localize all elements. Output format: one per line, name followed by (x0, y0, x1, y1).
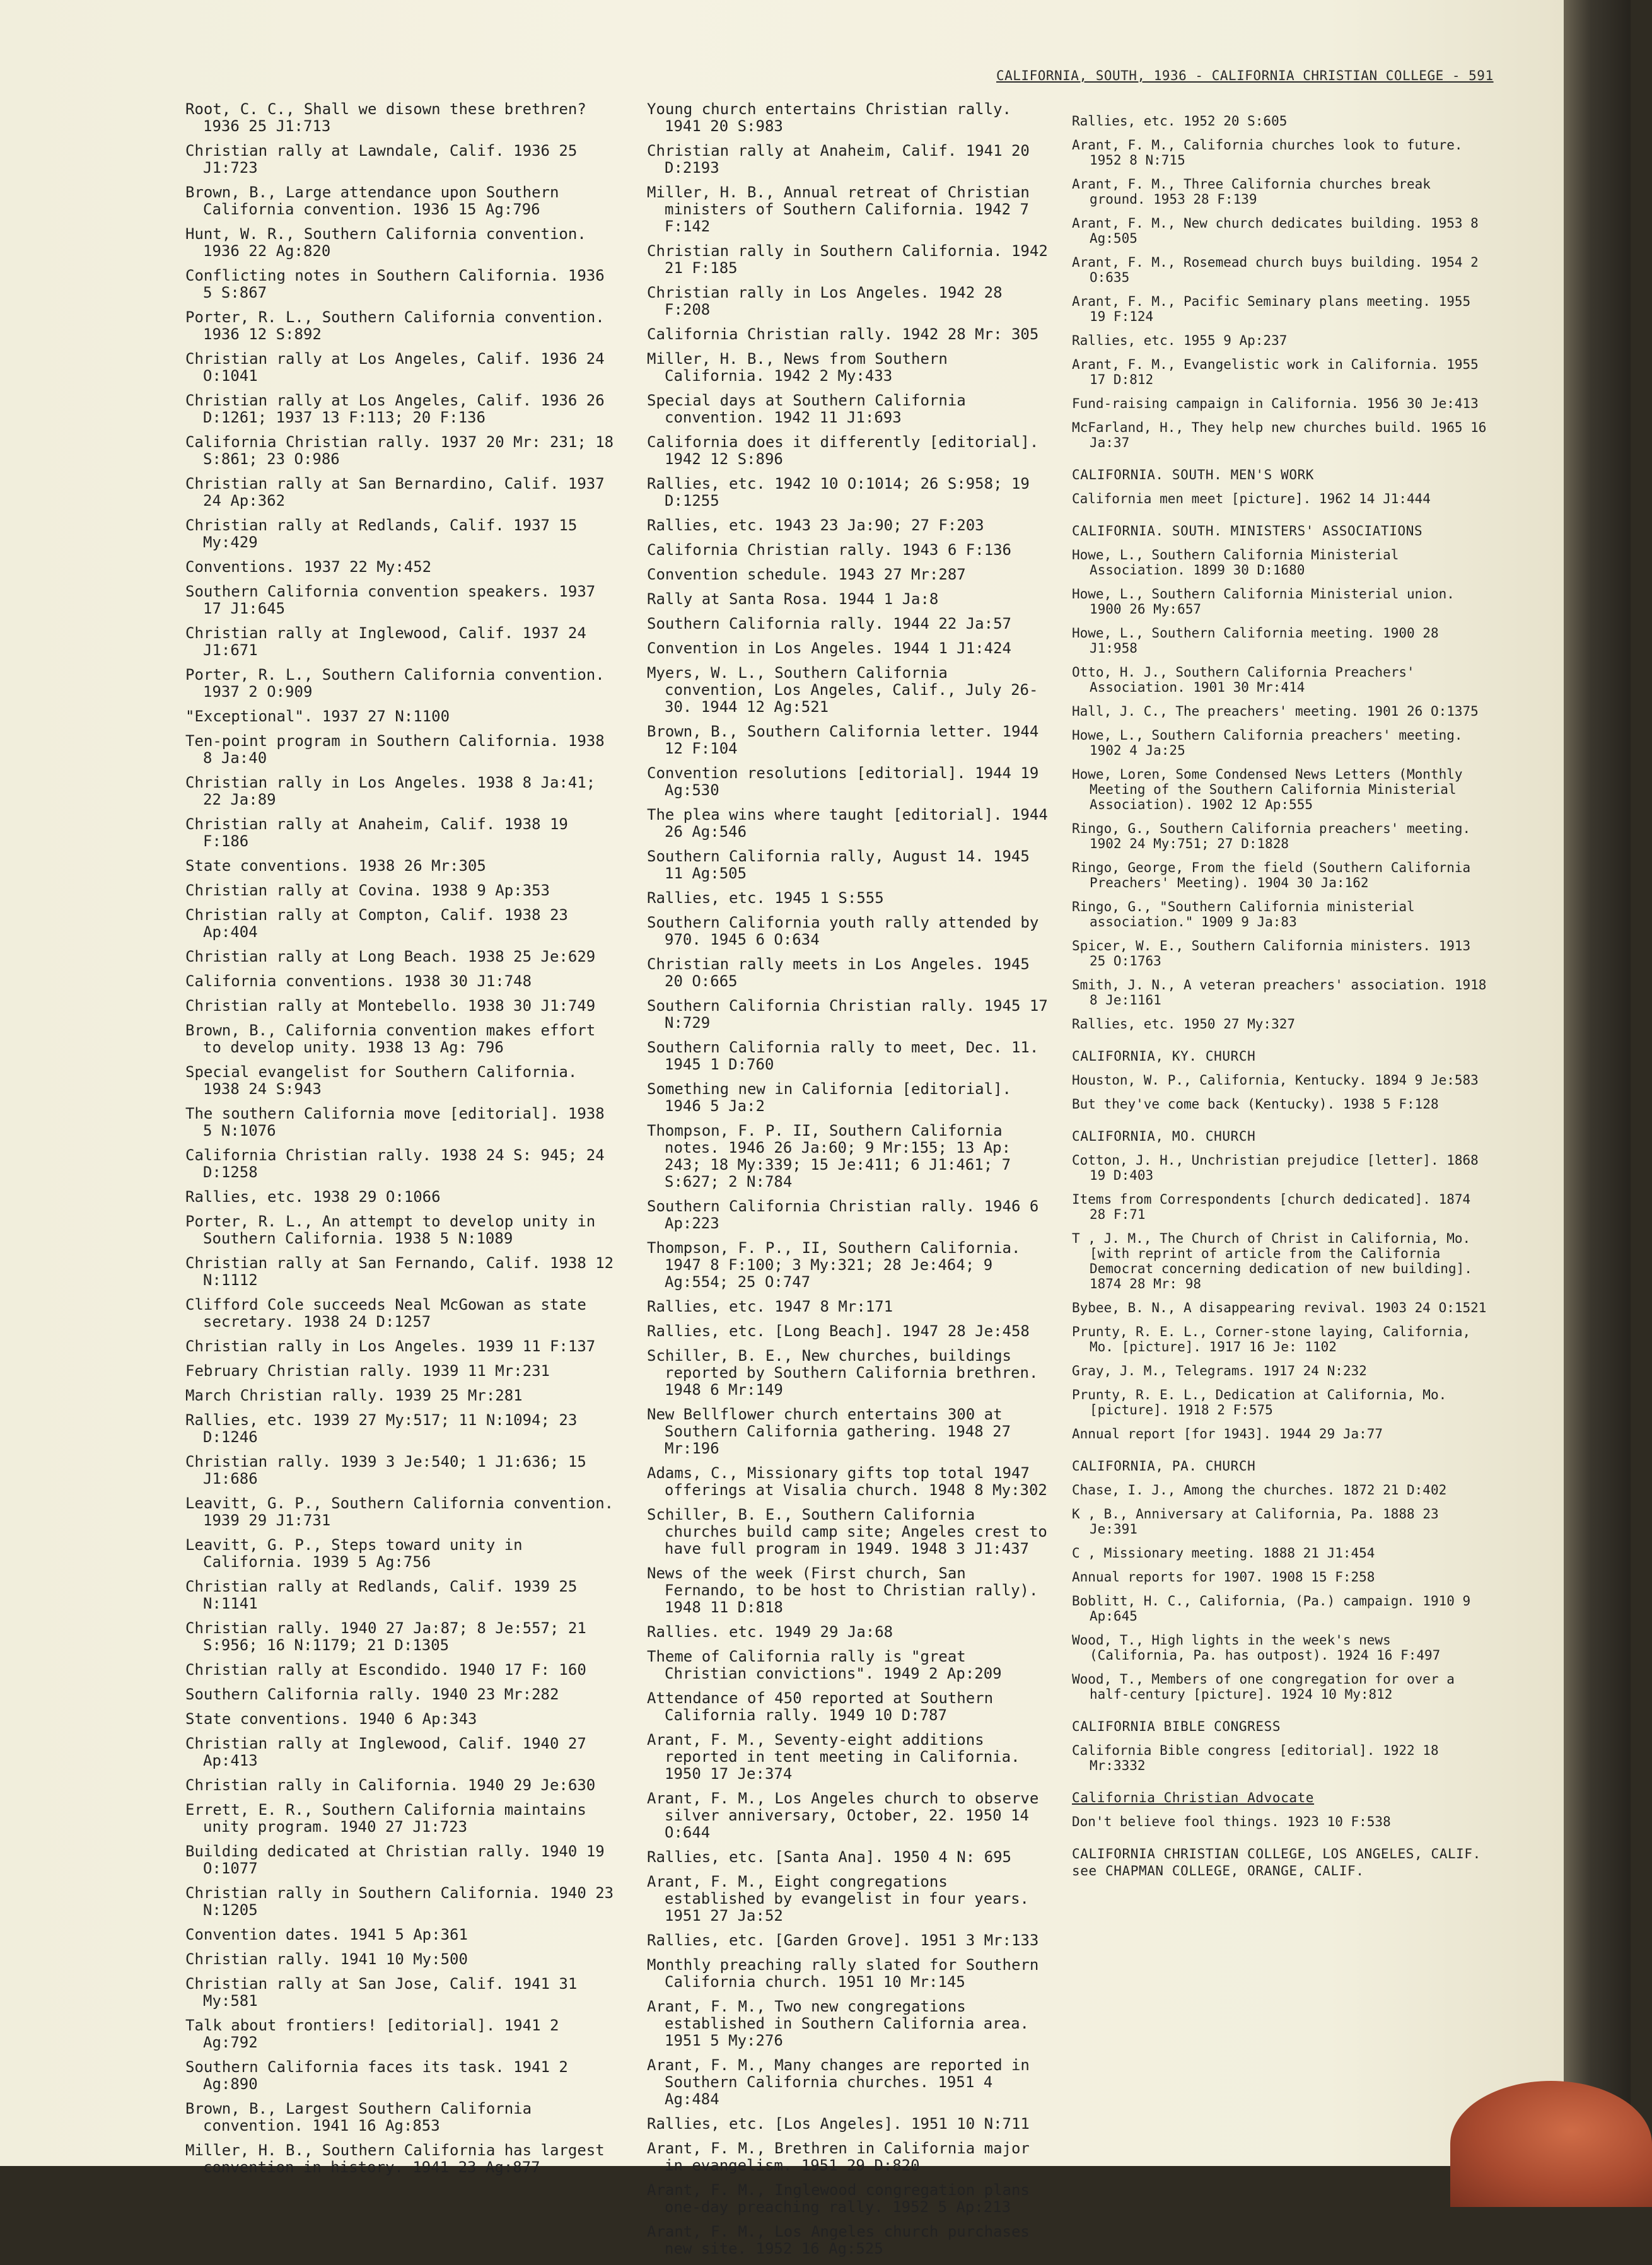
index-entry: Southern California youth rally attended by 970. 1945 6 O:634 (647, 914, 1039, 948)
index-entry: Rallies, etc. [Long Beach]. 1947 28 Je:458 (647, 1322, 1030, 1340)
index-entry: California does it differently [editorial]. 1942 12 S:896 (647, 433, 1039, 468)
index-entry: March Christian rally. 1939 25 Mr:281 (185, 1387, 523, 1404)
index-entry: Rallies, etc. 1943 23 Ja:90; 27 F:203 (647, 516, 984, 534)
index-entry: Convention in Los Angeles. 1944 1 J1:424 (647, 639, 1011, 657)
index-entry: Ringo, G., Southern California preachers' meeting. 1902 24 My:751; 27 D:1828 (1072, 821, 1471, 851)
index-entry: Christian rally at Redlands, Calif. 1939 25 N:1141 (185, 1578, 578, 1612)
index-entry: Leavitt, G. P., Steps toward unity in California. 1939 5 Ag:756 (185, 1536, 523, 1571)
index-entry: Southern California rally. 1940 23 Mr:282 (185, 1686, 559, 1703)
index-entry: Christian rally at Inglewood, Calif. 1940 27 Ap:413 (185, 1735, 586, 1769)
index-entry: Howe, L., Southern California preachers' meeting. 1902 4 Ja:25 (1072, 728, 1463, 758)
index-entry: Hunt, W. R., Southern California convention. 1936 22 Ag:820 (185, 225, 586, 260)
index-entry: Building dedicated at Christian rally. 1940 19 O:1077 (185, 1843, 605, 1877)
index-entry: Christian rally. 1940 27 Ja:87; 8 Je:557; 21 S:956; 16 N:1179; 21 D:1305 (185, 1619, 586, 1654)
index-entry: Brown, B., Largest Southern California convention. 1941 16 Ag:853 (185, 2100, 532, 2134)
index-entry: Clifford Cole succeeds Neal McGowan as state secretary. 1938 24 D:1257 (185, 1296, 586, 1330)
index-entry: Ten-point program in Southern California. 1938 8 Ja:40 (185, 732, 605, 767)
index-entry: Howe, Loren, Some Condensed News Letters (Monthly Meeting of the Southern California Ministerial Association). 1902 12 Ap:555 (1072, 767, 1463, 812)
index-entry: Hall, J. C., The preachers' meeting. 1901 26 O:1375 (1072, 704, 1479, 719)
index-entry: Convention schedule. 1943 27 Mr:287 (647, 566, 966, 583)
index-entry: Otto, H. J., Southern California Preachers' Association. 1901 30 Mr:414 (1072, 665, 1415, 695)
index-entry: Arant, F. M., Many changes are reported in Southern California churches. 1951 4 Ag:484 (647, 2056, 1030, 2108)
index-entry: K , B., Anniversary at California, Pa. 1888 23 Je:391 (1072, 1506, 1439, 1537)
index-entry: Rallies, etc. 1952 20 S:605 (1072, 114, 1288, 129)
index-entry: Wood, T., Members of one congregation for over a half-century [picture]. 1924 10 My:812 (1072, 1672, 1455, 1702)
index-entry: Christian rally in Southern California. 1942 21 F:185 (647, 242, 1048, 277)
section-heading: CALIFORNIA. SOUTH. MEN'S WORK (1072, 467, 1315, 482)
index-entry: Southern California convention speakers. 1937 17 J1:645 (185, 583, 596, 617)
index-entry: Christian rally at Los Angeles, Calif. 1936 24 O:1041 (185, 350, 605, 385)
index-entry: Conflicting notes in Southern California. 1936 5 S:867 (185, 267, 605, 301)
index-entry: Southern California Christian rally. 1945 17 N:729 (647, 997, 1048, 1032)
thumb (1450, 2081, 1652, 2207)
index-entry: Christian rally at San Jose, Calif. 1941 31 My:581 (185, 1975, 578, 2010)
index-entry: T , J. M., The Church of Christ in California, Mo. [with reprint of article from the California Democrat concerning dedication of new building]. 1874 28 Mr: 98 (1072, 1231, 1472, 1291)
index-entry: Myers, W. L., Southern California convention, Los Angeles, Calif., July 26-30. 1944 12 Ag:521 (647, 664, 1038, 716)
index-entry: Southern California rally, August 14. 1945 11 Ag:505 (647, 847, 1030, 882)
index-entry: Cotton, J. H., Unchristian prejudice [letter]. 1868 19 D:403 (1072, 1153, 1479, 1183)
index-entry: Brown, B., Southern California letter. 1944 12 F:104 (647, 723, 1039, 757)
index-entry: Rallies, etc. 1955 9 Ap:237 (1072, 333, 1288, 348)
running-header: CALIFORNIA, SOUTH, 1936 - CALIFORNIA CHRISTIAN COLLEGE - 591 (996, 68, 1494, 83)
index-entry: Porter, R. L., Southern California convention. 1936 12 S:892 (185, 308, 605, 343)
index-entry: Wood, T., High lights in the week's news (California, Pa. has outpost). 1924 16 F:497 (1072, 1633, 1441, 1663)
index-entry: Porter, R. L., Southern California convention. 1937 2 O:909 (185, 666, 605, 701)
index-entry: California Christian rally. 1937 20 Mr: 231; 18 S:861; 23 O:986 (185, 433, 614, 468)
index-entry: Arant, F. M., California churches look to future. 1952 8 N:715 (1072, 137, 1463, 168)
index-entry: Fund-raising campaign in California. 1956 30 Je:413 (1072, 396, 1479, 411)
index-entry: Special days at Southern California convention. 1942 11 J1:693 (647, 392, 966, 426)
index-entry: Christian rally meets in Los Angeles. 1945 20 O:665 (647, 955, 1030, 990)
index-entry: California Christian rally. 1943 6 F:136 (647, 541, 1011, 559)
index-entry: Rallies, etc. [Garden Grove]. 1951 3 Mr:133 (647, 1931, 1039, 1949)
section-heading: CALIFORNIA, KY. CHURCH (1072, 1049, 1256, 1064)
index-entry: California Christian rally. 1938 24 S: 945; 24 D:1258 (185, 1146, 605, 1181)
index-entry: Prunty, R. E. L., Corner-stone laying, California, Mo. [picture]. 1917 16 Je: 1102 (1072, 1324, 1471, 1354)
column-right (1072, 114, 1488, 1887)
index-entry: Arant, F. M., Los Angeles church to observe silver anniversary, October, 22. 1950 14 O:644 (647, 1790, 1039, 1841)
index-entry: But they've come back (Kentucky). 1938 5 F:128 (1072, 1097, 1439, 1112)
index-entry: Porter, R. L., An attempt to develop unity in Southern California. 1938 5 N:1089 (185, 1213, 596, 1247)
index-entry: Special evangelist for Southern California. 1938 24 S:943 (185, 1063, 578, 1098)
index-entry: New Bellflower church entertains 300 at Southern California gathering. 1948 27 Mr:196 (647, 1406, 1011, 1457)
index-entry: Rallies, etc. 1947 8 Mr:171 (647, 1298, 893, 1315)
index-entry: Convention resolutions [editorial]. 1944 19 Ag:530 (647, 764, 1039, 799)
index-entry: California conventions. 1938 30 J1:748 (185, 972, 532, 990)
index-entry: Ringo, George, From the field (Southern California Preachers' Meeting). 1904 30 Ja:162 (1072, 860, 1471, 890)
index-entry: News of the week (First church, San Fernando, to be host to Christian rally). 1948 11 D:818 (647, 1564, 1038, 1616)
index-entry: Smith, J. N., A veteran preachers' association. 1918 8 Je:1161 (1072, 977, 1487, 1008)
index-entry: Arant, F. M., Two new congregations established in Southern California area. 1951 5 My:276 (647, 1998, 1029, 2049)
index-entry: Schiller, B. E., New churches, buildings reported by Southern California brethren. 1948 6 Mr:149 (647, 1347, 1038, 1399)
index-entry: Miller, H. B., Southern California has largest convention in history. 1941 23 Ag:877 (185, 2141, 605, 2176)
index-entry: Christian rally at San Bernardino, Calif. 1937 24 Ap:362 (185, 475, 605, 509)
index-entry: February Christian rally. 1939 11 Mr:231 (185, 1362, 550, 1380)
index-entry: Christian rally at Montebello. 1938 30 J1:749 (185, 997, 596, 1015)
index-entry: California Christian rally. 1942 28 Mr: 305 (647, 325, 1039, 343)
index-entry: Thompson, F. P. II, Southern California notes. 1946 26 Ja:60; 9 Mr:155; 13 Ap: 243; 18 My:339; 15 Je:411; 6 J1:461; 7 S:627; 2 N:784 (647, 1122, 1011, 1191)
index-entry: California men meet [picture]. 1962 14 J1:444 (1072, 491, 1431, 506)
index-entry: Don't believe fool things. 1923 10 F:538 (1072, 1814, 1391, 1829)
index-entry: Annual reports for 1907. 1908 15 F:258 (1072, 1569, 1375, 1585)
index-entry: Miller, H. B., Annual retreat of Christian ministers of Southern California. 1942 7 F:142 (647, 183, 1030, 235)
index-entry: Arant, F. M., Evangelistic work in California. 1955 17 D:812 (1072, 357, 1479, 387)
index-entry: Christian rally. 1941 10 My:500 (185, 1950, 468, 1968)
index-entry: Rallies, etc. 1938 29 O:1066 (185, 1188, 441, 1206)
index-entry: Christian rally in Los Angeles. 1939 11 F:137 (185, 1337, 596, 1355)
index-entry: California Bible congress [editorial]. 1922 18 Mr:3332 (1072, 1743, 1439, 1773)
index-entry: Rallies, etc. 1945 1 S:555 (647, 889, 884, 907)
index-entry: Rally at Santa Rosa. 1944 1 Ja:8 (647, 590, 939, 608)
index-entry: Howe, L., Southern California meeting. 1900 28 J1:958 (1072, 626, 1439, 656)
index-entry: Christian rally at Anaheim, Calif. 1938 19 F:186 (185, 815, 568, 850)
section-heading: CALIFORNIA, PA. CHURCH (1072, 1459, 1256, 1474)
index-entry: Schiller, B. E., Southern California churches build camp site; Angeles crest to have full program in 1949. 1948 3 J1:437 (647, 1506, 1047, 1558)
index-entry: Theme of California rally is "great Christian convictions". 1949 2 Ap:209 (647, 1648, 1002, 1682)
index-entry: Arant, F. M., Pacific Seminary plans meeting. 1955 19 F:124 (1072, 294, 1471, 324)
index-entry: McFarland, H., They help new churches build. 1965 16 Ja:37 (1072, 420, 1487, 450)
index-entry: Arant, F. M., Brethren in California major in evangelism. 1951 29 D:820 (647, 2140, 1030, 2174)
index-entry: Christian rally at Redlands, Calif. 1937 15 My:429 (185, 516, 578, 551)
section-heading: CALIFORNIA BIBLE CONGRESS (1072, 1719, 1281, 1734)
index-entry: Prunty, R. E. L., Dedication at California, Mo. [picture]. 1918 2 F:575 (1072, 1387, 1447, 1418)
index-entry: Arant, F. M., Eight congregations established by evangelist in four years. 1951 27 Ja:52 (647, 1873, 1029, 1924)
index-entry: Christian rally at San Fernando, Calif. 1938 12 N:1112 (185, 1254, 614, 1289)
index-entry: Arant, F. M., Inglewood congregation plans one-day preaching rally. 1952 5 Ap:213 (647, 2181, 1030, 2216)
index-entry: Rallies, etc. [Santa Ana]. 1950 4 N: 695 (647, 1848, 1011, 1866)
index-entry: Convention dates. 1941 5 Ap:361 (185, 1926, 468, 1943)
index-entry: State conventions. 1940 6 Ap:343 (185, 1710, 477, 1728)
index-entry: Conventions. 1937 22 My:452 (185, 558, 432, 576)
index-entry: Bybee, B. N., A disappearing revival. 1903 24 O:1521 (1072, 1300, 1487, 1315)
index-entry: Rallies, etc. [Los Angeles]. 1951 10 N:711 (647, 2115, 1030, 2133)
index-entry: Christian rally at Long Beach. 1938 25 Je:629 (185, 948, 596, 965)
index-entry: Christian rally in Southern California. 1940 23 N:1205 (185, 1884, 614, 1919)
index-entry: Christian rally in California. 1940 29 Je:630 (185, 1776, 596, 1794)
index-entry: Brown, B., California convention makes effort to develop unity. 1938 13 Ag: 796 (185, 1022, 596, 1056)
index-entry: Christian rally at Lawndale, Calif. 1936 25 J1:723 (185, 142, 578, 177)
index-entry: Christian rally at Los Angeles, Calif. 1936 26 D:1261; 1937 13 F:113; 20 F:136 (185, 392, 605, 426)
index-entry: Houston, W. P., California, Kentucky. 1894 9 Je:583 (1072, 1073, 1479, 1088)
index-entry: Southern California rally to meet, Dec. 11. 1945 1 D:760 (647, 1039, 1039, 1073)
index-entry: Rallies, etc. 1950 27 My:327 (1072, 1016, 1296, 1032)
index-entry: Arant, F. M., New church dedicates building. 1953 8 Ag:505 (1072, 216, 1479, 246)
index-entry: Rallies, etc. 1939 27 My:517; 11 N:1094; 23 D:1246 (185, 1411, 578, 1446)
index-entry: Christian rally. 1939 3 Je:540; 1 J1:636; 15 J1:686 (185, 1453, 586, 1488)
book-edge (1564, 0, 1631, 2166)
index-entry: Christian rally at Compton, Calif. 1938 23 Ap:404 (185, 906, 568, 941)
index-entry: Christian rally at Inglewood, Calif. 1937 24 J1:671 (185, 624, 586, 659)
index-entry: "Exceptional". 1937 27 N:1100 (185, 707, 450, 725)
index-entry: Christian rally in Los Angeles. 1942 28 F:208 (647, 284, 1003, 318)
index-entry: Arant, F. M., Los Angeles church purchases new site. 1952 16 Ag:525 (647, 2223, 1030, 2257)
index-entry: Southern California Christian rally. 1946 6 Ap:223 (647, 1197, 1039, 1232)
index-entry: Rallies, etc. 1942 10 O:1014; 26 S:958; 19 D:1255 (647, 475, 1030, 509)
section-heading: CALIFORNIA. SOUTH. MINISTERS' ASSOCIATIONS (1072, 523, 1423, 539)
index-entry: Something new in California [editorial]. 1946 5 Ja:2 (647, 1080, 1011, 1115)
index-entry: Gray, J. M., Telegrams. 1917 24 N:232 (1072, 1363, 1367, 1378)
index-entry: Christian rally at Anaheim, Calif. 1941 20 D:2193 (647, 142, 1030, 177)
index-entry: Rallies. etc. 1949 29 Ja:68 (647, 1623, 893, 1641)
index-entry: Annual report [for 1943]. 1944 29 Ja:77 (1072, 1426, 1383, 1441)
index-entry: Attendance of 450 reported at Southern California rally. 1949 10 D:787 (647, 1689, 994, 1724)
index-entry: Southern California faces its task. 1941 2 Ag:890 (185, 2058, 568, 2093)
index-entry: Arant, F. M., Rosemead church buys building. 1954 2 O:635 (1072, 255, 1479, 285)
index-entry: Adams, C., Missionary gifts top total 1947 offerings at Visalia church. 1948 8 My:302 (647, 1464, 1047, 1499)
index-entry: Chase, I. J., Among the churches. 1872 21 D:402 (1072, 1482, 1447, 1498)
index-entry: Spicer, W. E., Southern California ministers. 1913 25 O:1763 (1072, 938, 1471, 969)
column-middle (647, 101, 1050, 2265)
index-entry: Christian rally at Covina. 1938 9 Ap:353 (185, 882, 550, 899)
index-entry: Leavitt, G. P., Southern California convention. 1939 29 J1:731 (185, 1494, 614, 1529)
index-entry: Root, C. C., Shall we disown these brethren? 1936 25 J1:713 (185, 100, 586, 135)
index-entry: Ringo, G., "Southern California ministerial association." 1909 9 Ja:83 (1072, 899, 1415, 929)
index-entry: Christian rally at Escondido. 1940 17 F: 160 (185, 1661, 586, 1679)
index-entry: Errett, E. R., Southern California maintains unity program. 1940 27 J1:723 (185, 1801, 586, 1836)
index-entry: The southern California move [editorial]. 1938 5 N:1076 (185, 1105, 605, 1139)
section-heading: California Christian Advocate (1072, 1790, 1315, 1805)
index-entry: Howe, L., Southern California Ministerial Association. 1899 30 D:1680 (1072, 547, 1399, 578)
index-entry: C , Missionary meeting. 1888 21 J1:454 (1072, 1546, 1375, 1561)
index-entry: Items from Correspondents [church dedicated]. 1874 28 F:71 (1072, 1192, 1471, 1222)
index-entry: Arant, F. M., Three California churches break ground. 1953 28 F:139 (1072, 177, 1431, 207)
index-entry: The plea wins where taught [editorial]. 1944 26 Ag:546 (647, 806, 1048, 841)
index-entry: Southern California rally. 1944 22 Ja:57 (647, 615, 1011, 632)
index-entry: State conventions. 1938 26 Mr:305 (185, 857, 486, 875)
column-left (185, 101, 614, 2184)
index-entry: Monthly preaching rally slated for Southern California church. 1951 10 Mr:145 (647, 1956, 1039, 1991)
index-entry: Talk about frontiers! [editorial]. 1941 2 Ag:792 (185, 2017, 559, 2051)
index-entry: Boblitt, H. C., California, (Pa.) campaign. 1910 9 Ap:645 (1072, 1593, 1471, 1624)
section-heading: CALIFORNIA, MO. CHURCH (1072, 1129, 1256, 1144)
index-entry: Brown, B., Large attendance upon Southern California convention. 1936 15 Ag:796 (185, 183, 559, 218)
index-entry: Howe, L., Southern California Ministerial union. 1900 26 My:657 (1072, 586, 1455, 617)
index-entry: Christian rally in Los Angeles. 1938 8 Ja:41; 22 Ja:89 (185, 774, 596, 808)
index-entry: Arant, F. M., Seventy-eight additions reported in tent meeting in California. 1950 17 Je:374 (647, 1731, 1020, 1783)
index-entry: Miller, H. B., News from Southern California. 1942 2 My:433 (647, 350, 948, 385)
index-entry: Young church entertains Christian rally. 1941 20 S:983 (647, 100, 1011, 135)
index-entry: Thompson, F. P., II, Southern California. 1947 8 F:100; 3 My:321; 28 Je:464; 9 Ag:554; 25 O:747 (647, 1239, 1021, 1291)
section-heading: CALIFORNIA CHRISTIAN COLLEGE, LOS ANGELES, CALIF. see CHAPMAN COLLEGE, ORANGE, CALIF. (1072, 1846, 1481, 1878)
